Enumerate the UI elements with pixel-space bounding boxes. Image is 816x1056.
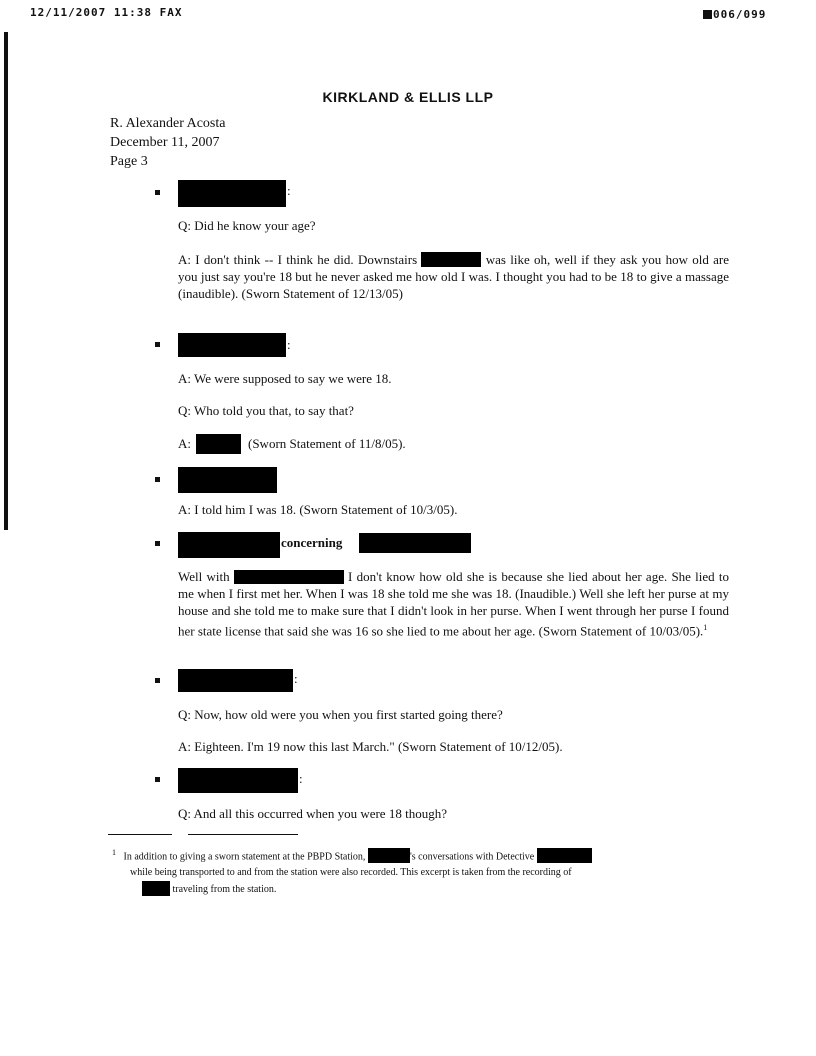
question-text: Q: And all this occurred when you were 18 though?: [178, 806, 447, 821]
firm-letterhead: KIRKLAND & ELLIS LLP: [322, 89, 494, 105]
redaction-box: [178, 467, 277, 493]
scan-edge-mark: [4, 32, 8, 530]
fax-header-timestamp: 12/11/2007 11:38 FAX: [30, 6, 183, 19]
answer-text-start: A: I don't think -- I think he did. Downstairs: [178, 252, 418, 267]
footnote-text: traveling from the station.: [172, 884, 277, 896]
redaction-box: [421, 252, 481, 267]
bullet: [155, 342, 160, 347]
redaction-box: [368, 848, 410, 863]
colon: :: [299, 771, 303, 786]
answer-label: A:: [178, 436, 191, 451]
fax-page-number: 006/099: [713, 8, 767, 21]
footnote-number: 1: [112, 848, 116, 857]
bullet: [155, 777, 160, 782]
redaction-box: [178, 532, 280, 558]
footnote: [112, 845, 727, 898]
redaction-box: [178, 669, 293, 692]
bullet: [155, 190, 160, 195]
question-text: Q: Now, how old were you when you first started going there?: [178, 707, 503, 722]
colon: :: [287, 337, 291, 352]
answer-text: A: I told him I was 18. (Sworn Statement of 10/3/05).: [178, 502, 458, 517]
colon: :: [287, 183, 291, 198]
footnote-marker: 1: [703, 623, 708, 632]
footnote-line-1: [112, 845, 727, 865]
redaction-box: [196, 434, 241, 454]
answer-text: (Sworn Statement of 11/8/05).: [248, 436, 406, 451]
recipient-block: [110, 114, 225, 171]
question-text: Q: Who told you that, to say that?: [178, 403, 354, 418]
concerning-label: concerning: [281, 535, 343, 550]
statement-text-start: Well with: [178, 569, 230, 584]
footnote-rule: [108, 834, 172, 835]
statement-paragraph: [178, 568, 729, 639]
footnote-text: In addition to giving a sworn statement at the PBPD Station,: [123, 851, 366, 863]
redaction-box: [537, 848, 592, 863]
footnote-line-3: [112, 881, 727, 898]
answer-text-end: was like oh, well if they ask you how old are you just say you're 18 but he never asked me how old I was. I thought you had to be 18 to give a massage (inaudible). (Sworn Statement of 12/13/05): [178, 252, 730, 301]
statement-text-end: I don't know how old she is because she lied about her age. She lied to me when I first met her. When I was 18 she told me she was 18. (Inaudible.) Well she left her purse at my house and she told me to make sure that I didn't look in her purse. When I went through her purse I found her state license that said she was 16 so she lied to me about her age. (Sworn Statement of 10/03/05).: [178, 569, 730, 639]
colon: :: [294, 671, 298, 686]
question-text: Q: Did he know your age?: [178, 218, 316, 233]
bullet: [155, 678, 160, 683]
recipient-name: R. Alexander Acosta: [110, 116, 226, 131]
redaction-box: [178, 768, 298, 793]
redaction-box: [178, 333, 286, 357]
letter-date: December 11, 2007: [110, 135, 220, 150]
redaction-box: [142, 881, 170, 896]
answer-paragraph: [178, 251, 729, 302]
redaction-box: [234, 570, 344, 584]
footnote-text: while being transported to and from the station were also recorded. This excerpt is taken from the recording of: [130, 867, 572, 879]
answer-text: A: We were supposed to say we were 18.: [178, 371, 392, 386]
footnote-rule: [188, 834, 298, 835]
footnote-text: 's conversations with Detective: [409, 851, 535, 863]
answer-text: A: Eighteen. I'm 19 now this last March." (Sworn Statement of 10/12/05).: [178, 739, 563, 754]
fax-page-icon: [703, 10, 712, 19]
redaction-box: [178, 180, 286, 207]
redaction-box: [359, 533, 471, 553]
footnote-line-2: [112, 865, 727, 881]
bullet: [155, 541, 160, 546]
page-number: Page 3: [110, 154, 148, 169]
bullet: [155, 477, 160, 482]
fax-page-counter: [703, 8, 766, 21]
